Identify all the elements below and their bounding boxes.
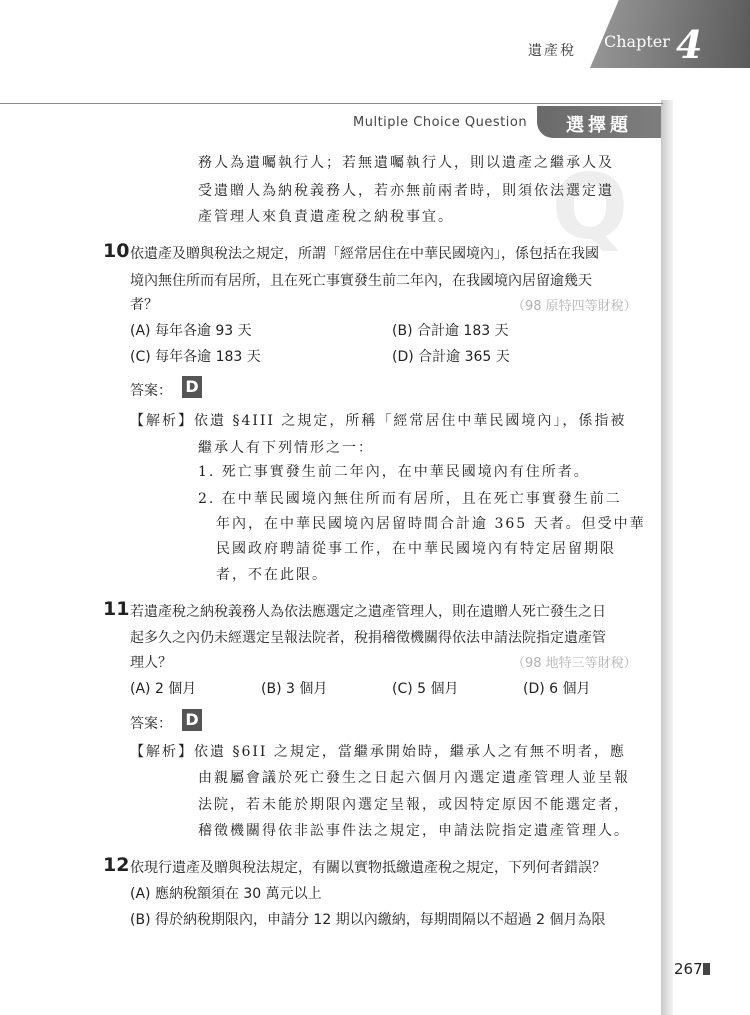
page-number: 267 (674, 960, 703, 978)
option-d: (D) 合計逾 365 天 (392, 349, 510, 365)
explanation-line: 【解析】依遺 §4III 之規定，所稱「經常居住中華民國境內」，係指被 (130, 413, 627, 429)
answer-badge: D (182, 376, 202, 398)
question-text: 若遺產稅之納稅義務人為依法應選定之遺產管理人，則在遺贈人死亡發生之日 (130, 604, 606, 620)
option-b: (B) 得於納稅期限內，申請分 12 期以內繳納，每期間隔以不超過 2 個月為限 (130, 912, 606, 928)
explanation-line: 法院，若未能於期限內選定呈報，或因特定原因不能選定者， (198, 797, 630, 813)
option-a: (A) 每年各逾 93 天 (130, 323, 252, 339)
question-text: 者？ (130, 297, 158, 313)
section-label-en: Multiple Choice Question (353, 115, 528, 130)
chapter-title: 遺產稅 (528, 43, 576, 59)
explanation-line: 2. 在中華民國境內無住所而有居所，且在死亡事實發生前二 (198, 491, 622, 507)
option-b: (B) 3 個月 (261, 681, 328, 697)
question-text: 境內無住所而有居所，且在死亡事實發生前二年內，在我國境內居留逾幾天 (130, 273, 592, 289)
continuation-line: 務人為遺囑執行人；若無遺囑執行人，則以遺產之繼承人及 (198, 155, 614, 171)
option-b: (B) 合計逾 183 天 (392, 323, 509, 339)
explanation-line: 由親屬會議於死亡發生之日起六個月內選定遺產管理人並呈報 (198, 770, 630, 786)
q-watermark-icon: Q (551, 155, 629, 260)
answer-label: 答案： (130, 716, 172, 732)
question-text: 理人？ (130, 655, 172, 671)
explanation-line: 1. 死亡事實發生前二年內，在中華民國境內有住所者。 (198, 464, 590, 480)
question-source: （98 地特三等財稅） (512, 656, 637, 671)
explanation-line: 【解析】依遺 §6II 之規定，當繼承開始時，繼承人之有無不明者，應 (130, 744, 626, 760)
question-text: 起多久之內仍未經選定呈報法院者，稅捐稽徵機關得依法申請法院指定遺產管 (130, 630, 606, 646)
option-c: (C) 5 個月 (392, 681, 459, 697)
continuation-line: 產管理人來負責遺產稅之納稅事宜。 (198, 209, 454, 225)
chapter-label: Chapter (604, 32, 670, 51)
explanation-line: 民國政府聘請從事工作，在中華民國境內有特定居留期限 (216, 541, 616, 557)
chapter-number: 4 (676, 22, 703, 67)
explanation-line: 繼承人有下列情形之一： (198, 440, 374, 456)
option-d: (D) 6 個月 (523, 681, 591, 697)
header-rule (0, 103, 663, 104)
question-number: 11 (103, 598, 130, 620)
explanation-line: 者，不在此限。 (216, 567, 328, 583)
question-text: 依遺產及贈與稅法之規定，所謂「經常居住在中華民國境內」，係包括在我國 (130, 246, 599, 262)
page-marker (703, 963, 710, 975)
question-number: 12 (103, 854, 130, 876)
question-number: 10 (103, 240, 130, 262)
answer-badge: D (182, 709, 202, 731)
explanation-line: 稽徵機關得依非訟事件法之規定，申請法院指定遺產管理人。 (198, 823, 630, 839)
option-a: (A) 應納稅額須在 30 萬元以上 (130, 886, 322, 902)
question-source: （98 原特四等財稅） (512, 299, 637, 314)
section-label-zh: 選擇題 (566, 115, 632, 136)
continuation-line: 受遺贈人為納稅義務人，若亦無前兩者時，則須依法選定遺 (198, 183, 614, 199)
answer-label: 答案： (130, 383, 172, 399)
option-c: (C) 每年各逾 183 天 (130, 349, 261, 365)
explanation-line: 年內，在中華民國境內居留時間合計逾 365 天者。但受中華 (216, 516, 646, 532)
question-text: 依現行遺產及贈與稅法規定，有關以實物抵繳遺產稅之規定，下列何者錯誤？ (130, 860, 606, 876)
option-a: (A) 2 個月 (130, 681, 197, 697)
page-edge-shadow (661, 100, 673, 1015)
